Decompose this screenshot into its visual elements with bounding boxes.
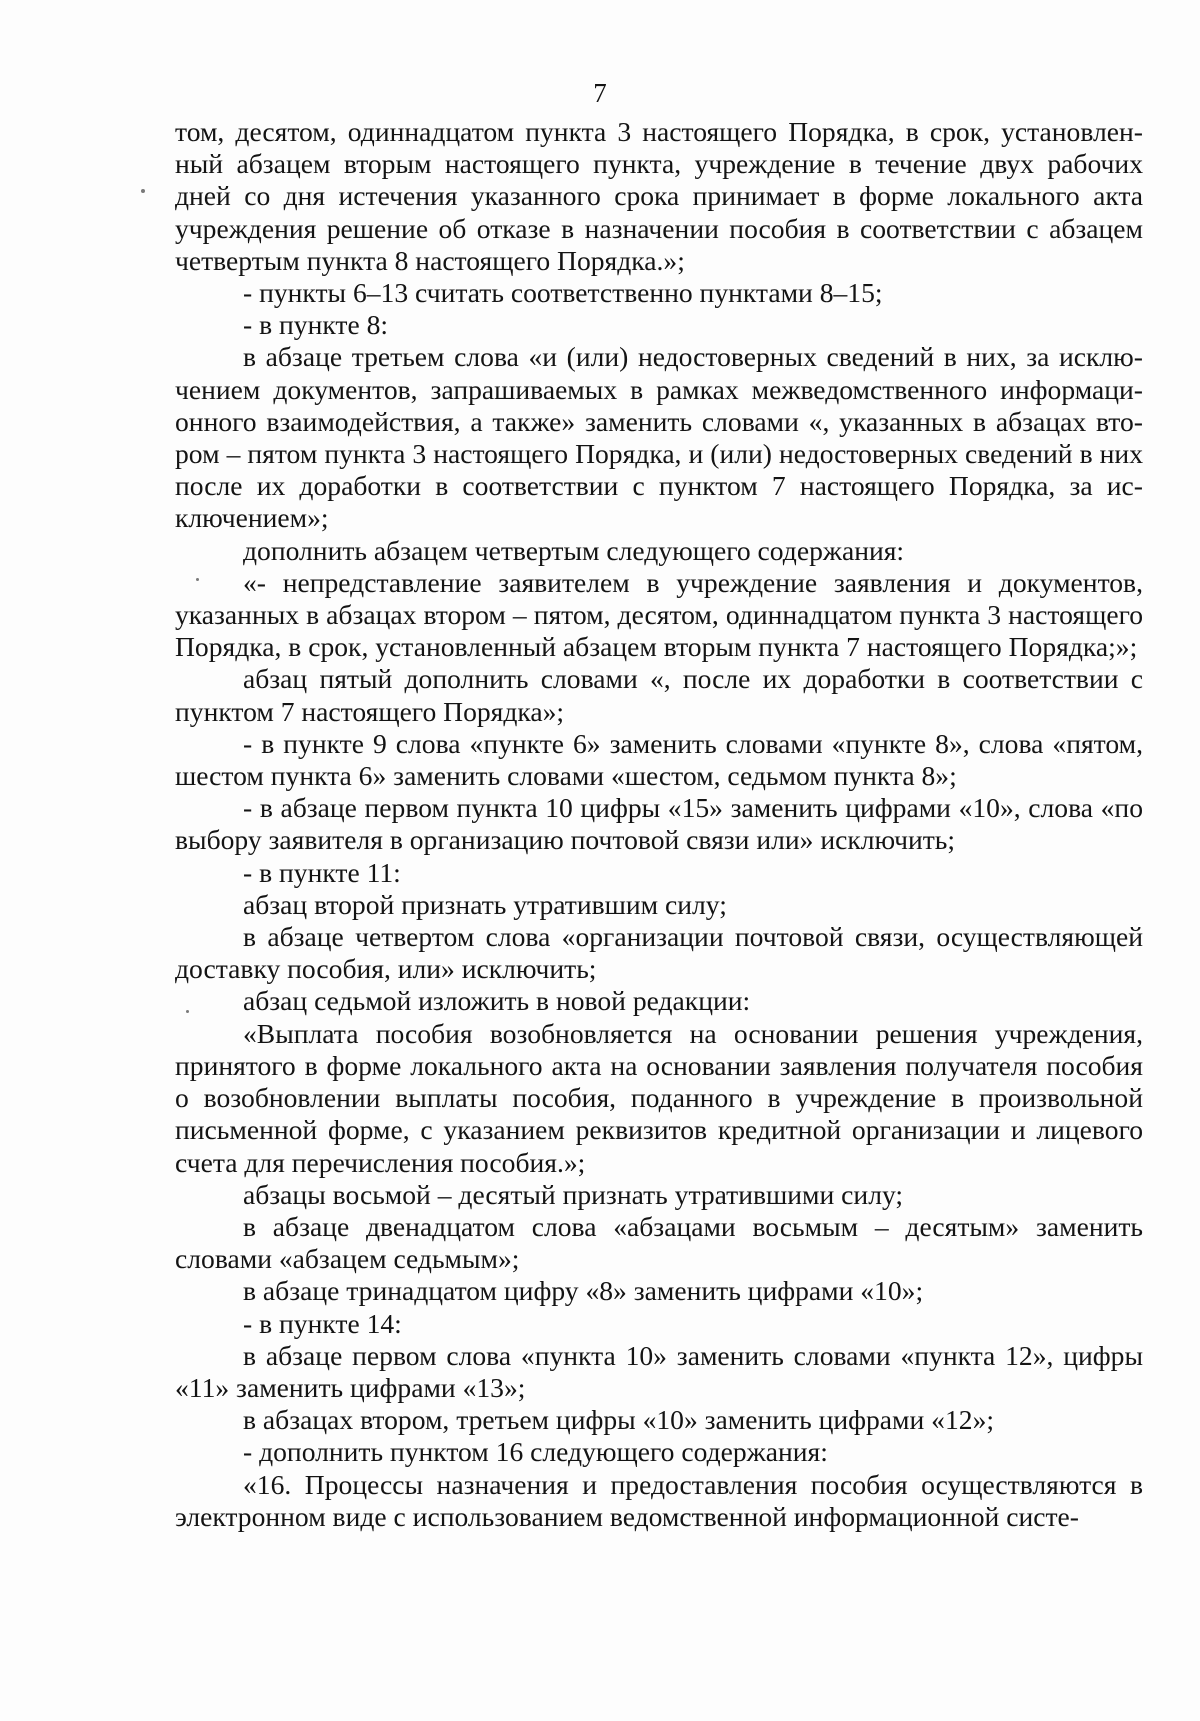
paragraph: «Выплата пособия возобновляется на основании решения учреждения, принятого в форме локального акта на основании заявления получателя пособия о возобновлении выплаты пособия, поданного в учреждение в произвольной письменной форме, с указанием реквизитов кредитной организации и лицевого счета для перечисления пособия.»; (175, 1017, 1143, 1178)
paragraph: - в абзаце первом пункта 10 цифры «15» заменить цифрами «10», слова «по выбору заявителя в организацию почтовой связи или» исключить; (175, 792, 1143, 856)
paragraph: «16. Процессы назначения и предоставления пособия осуществляются в электронном виде с использованием ведомственной информационной систе- (175, 1468, 1143, 1532)
paragraph: в абзаце двенадцатом слова «абзацами восьмым – десятым» заменить словами «абзацем седьмым»; (175, 1210, 1143, 1275)
paragraph: - в пункте 8: (243, 309, 389, 341)
paragraph: том, десятом, одиннадцатом пункта 3 настоящего Порядка, в срок, установленный абзацем вторым настоящего пункта, учреждение в течение двух рабочих дней со дня истечения указанного срока принимает в форме локального акта учреждения решение об отказе в назначении пособия в соответствии с абзацем четвертым пункта 8 настоящего Порядка.»; (175, 116, 1143, 276)
paragraph: в абзаце первом слова «пункта 10» заменить словами «пункта 12», цифры «11» заменить цифрами «13»; (175, 1339, 1143, 1403)
paragraph: в абзацах втором, третьем цифры «10» заменить цифрами «12»; (243, 1404, 995, 1436)
paragraph: - в пункте 11: (243, 856, 401, 888)
paragraph: - дополнить пунктом 16 следующего содержания: (243, 1436, 828, 1468)
paragraph: дополнить абзацем четвертым следующего содержания: (243, 534, 905, 566)
paragraph: «- непредставление заявителем в учреждение заявления и документов, указанных в абзацах втором – пятом, десятом, одиннадцатом пункта 3 настоящего Порядка, в срок, установленный абзацем вторым пункта 7 настоящего Порядка;»; (175, 566, 1143, 663)
paragraph: абзацы восьмой – десятый признать утратившими силу; (243, 1178, 904, 1210)
scan-speck (141, 189, 145, 193)
scan-speck (186, 1010, 189, 1013)
paragraph: в абзаце четвертом слова «организации почтовой связи, осуществляющей доставку пособия, или» исключить; (175, 921, 1143, 985)
paragraph: абзац второй признать утратившим силу; (243, 888, 727, 920)
paragraph: - в пункте 9 слова «пункте 6» заменить словами «пункте 8», слова «пятом, шестом пункта 6» заменить словами «шестом, седьмом пункта 8»; (175, 727, 1143, 792)
scan-speck (196, 578, 199, 581)
paragraph: - в пункте 14: (243, 1307, 402, 1339)
document-body (175, 116, 1143, 1533)
paragraph: в абзаце тринадцатом цифру «8» заменить цифрами «10»; (243, 1275, 924, 1307)
paragraph: - пункты 6–13 считать соответственно пунктами 8–15; (243, 277, 883, 309)
paragraph: абзац пятый дополнить словами «, после их доработки в соответствии с пунктом 7 настоящего Порядка»; (175, 663, 1143, 727)
page-number: 7 (593, 78, 607, 108)
paragraph: в абзаце третьем слова «и (или) недостоверных сведений в них, за исключением документов, запрашиваемых в рамках межведомственного информационного взаимодействия, а также» заменить словами «, указанных в абзацах втором – пятом пункта 3 настоящего Порядка, и (или) недостоверных сведений в них после их доработки в соответствии с пунктом 7 настоящего Порядка, за исключением»; (175, 341, 1143, 534)
paragraph: абзац седьмой изложить в новой редакции: (243, 985, 751, 1017)
